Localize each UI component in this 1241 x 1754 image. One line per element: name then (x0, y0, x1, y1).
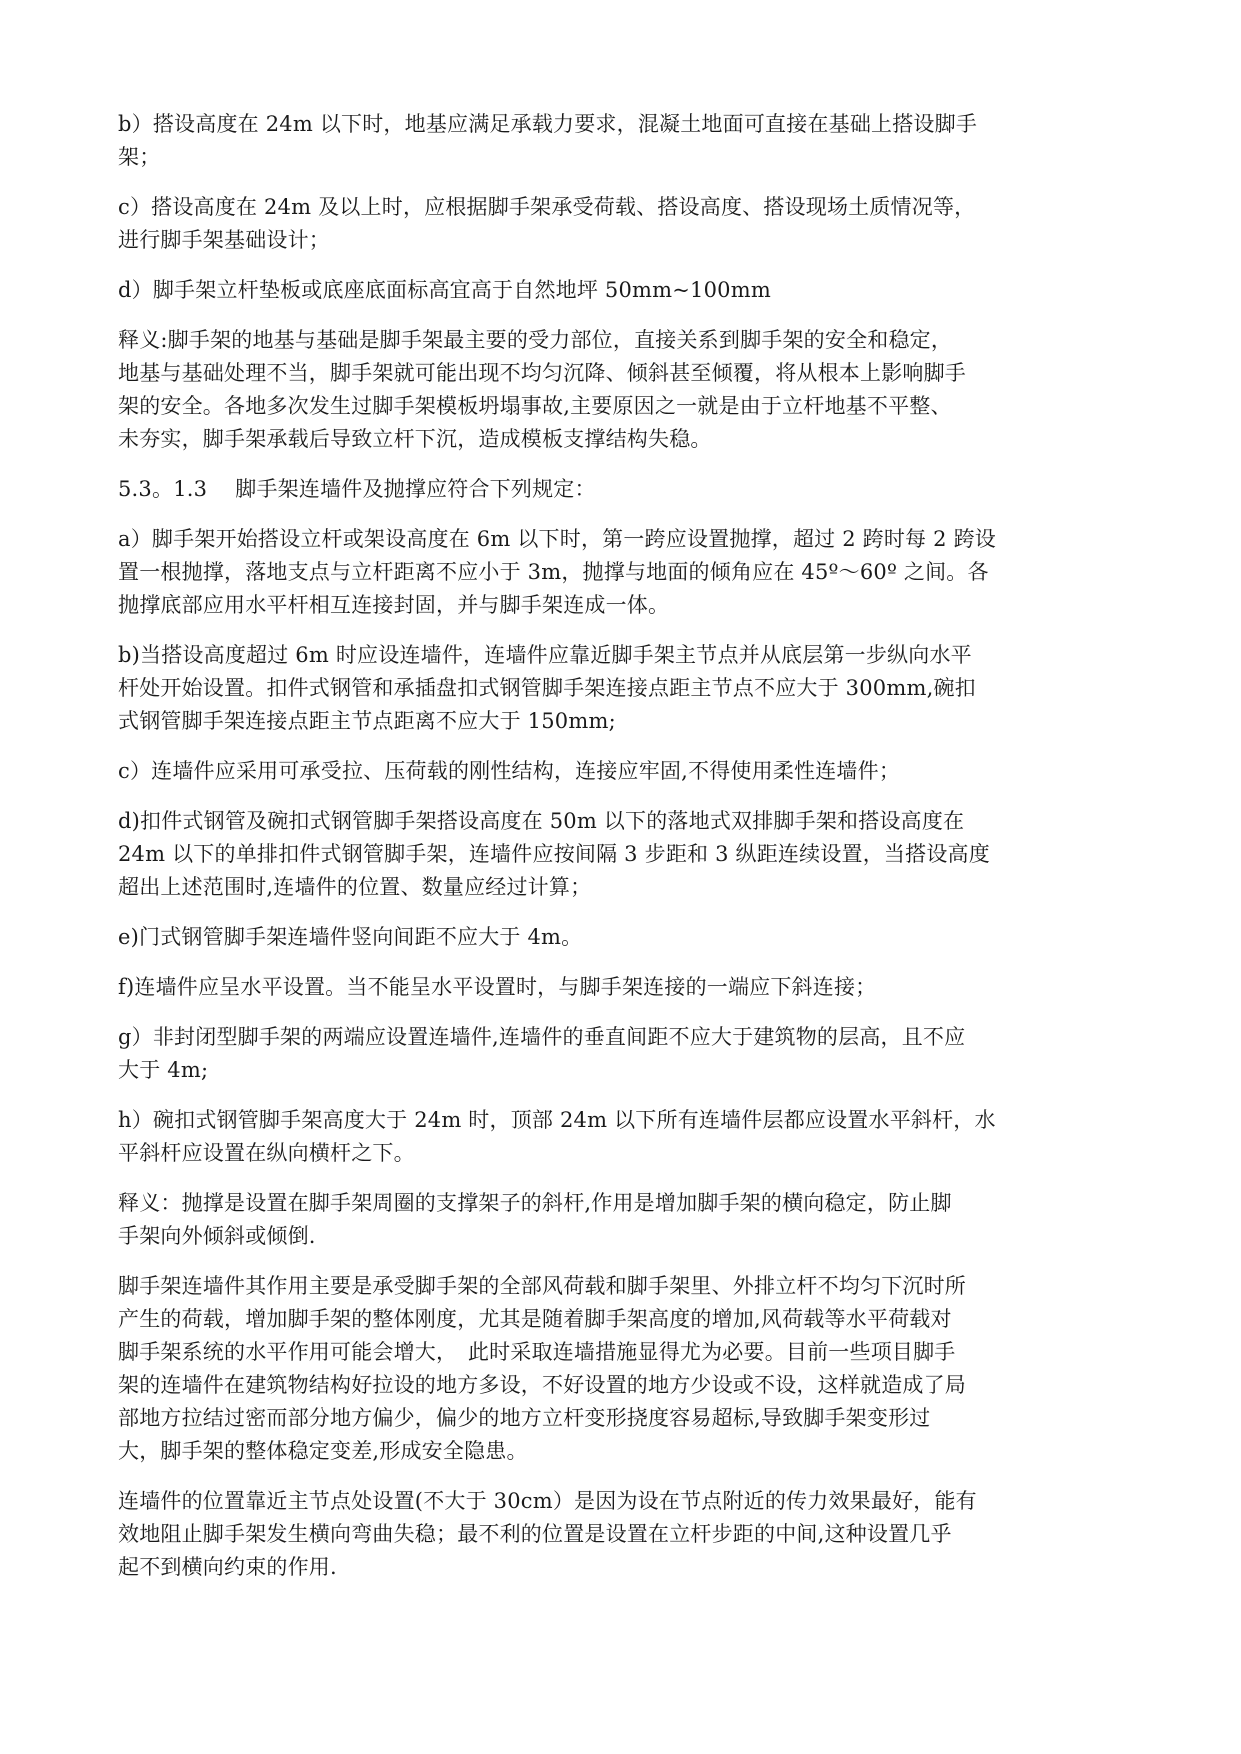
paragraph-note-2 (118, 1187, 1128, 1253)
paragraph-b (118, 108, 1128, 174)
paragraph-c2 (118, 755, 1128, 788)
text-line: 大，脚手架的整体稳定变差,形成安全隐患。 (118, 1439, 528, 1463)
text-line: a）脚手架开始搭设立杆或架设高度在 6m 以下时，第一跨应设置抛撑，超过 2 跨时每 2 跨设 (118, 527, 996, 551)
text-line: 地基与基础处理不当，脚手架就可能出现不均匀沉降、倾斜甚至倾覆，将从根本上影响脚手 (118, 361, 966, 385)
text-line: 脚手架系统的水平作用可能会增大， 此时采取连墙措施显得尤为必要。目前一些项目脚手 (118, 1340, 956, 1364)
text-line: 释义:脚手架的地基与基础是脚手架最主要的受力部位，直接关系到脚手架的安全和稳定， (118, 328, 953, 352)
text-line: b）搭设高度在 24m 以下时，地基应满足承载力要求，混凝土地面可直接在基础上搭设脚手 (118, 112, 978, 136)
paragraph-c (118, 191, 1128, 257)
text-line: c）搭设高度在 24m 及以上时，应根据脚手架承受荷载、搭设高度、搭设现场土质情况等， (118, 195, 976, 219)
paragraph-note-1 (118, 324, 1128, 456)
text-line: 未夯实，脚手架承载后导致立杆下沉，造成模板支撑结构失稳。 (118, 427, 712, 451)
text-line: 进行脚手架基础设计； (118, 228, 330, 252)
text-line: d）脚手架立杆垫板或底座底面标高宜高于自然地坪 50mm~100mm (118, 278, 771, 302)
paragraph-a2 (118, 523, 1128, 622)
text-line: 架的安全。各地多次发生过脚手架模板坍塌事故,主要原因之一就是由于立杆地基不平整、 (118, 394, 952, 418)
paragraph-section-5-3-1-3 (118, 473, 1128, 506)
text-line: 架； (118, 145, 161, 169)
paragraph-h2 (118, 1104, 1128, 1170)
text-line: c）连墙件应采用可承受拉、压荷载的刚性结构，连接应牢固,不得使用柔性连墙件； (118, 759, 901, 783)
text-line: e)门式钢管脚手架连墙件竖向间距不应大于 4m。 (118, 925, 583, 949)
text-line: 部地方拉结过密而部分地方偏少，偏少的地方立杆变形挠度容易超标,导致脚手架变形过 (118, 1406, 931, 1430)
text-line: 架的连墙件在建筑物结构好拉设的地方多设，不好设置的地方少设或不设，这样就造成了局 (118, 1373, 966, 1397)
paragraph-g2 (118, 1021, 1128, 1087)
text-line: 起不到横向约束的作用. (118, 1555, 337, 1579)
text-line: 置一根抛撑，落地支点与立杆距离不应小于 3m，抛撑与地面的倾角应在 45º～60º 之间。各 (118, 560, 989, 584)
text-line: f)连墙件应呈水平设置。当不能呈水平设置时，与脚手架连接的一端应下斜连接； (118, 975, 877, 999)
text-line: 大于 4m; (118, 1058, 209, 1082)
text-line: 平斜杆应设置在纵向横杆之下。 (118, 1141, 415, 1165)
text-line: 杆处开始设置。扣件式钢管和承插盘扣式钢管脚手架连接点距主节点不应大于 300mm,碗扣 (118, 676, 976, 700)
text-line: 手架向外倾斜或倾倒. (118, 1224, 316, 1248)
text-line: 式钢管脚手架连接点距主节点距离不应大于 150mm; (118, 709, 616, 733)
text-line: 效地阻止脚手架发生横向弯曲失稳；最不利的位置是设置在立杆步距的中间,这种设置几乎 (118, 1522, 952, 1546)
paragraph-d2 (118, 805, 1128, 904)
paragraph-d (118, 274, 1128, 307)
text-line: 抛撑底部应用水平杆相互连接封固，并与脚手架连成一体。 (118, 593, 670, 617)
text-line: 超出上述范围时,连墙件的位置、数量应经过计算； (118, 875, 592, 899)
text-line: 释义：抛撑是设置在脚手架周圈的支撑架子的斜杆,作用是增加脚手架的横向稳定，防止脚 (118, 1191, 952, 1215)
paragraph-f2 (118, 971, 1128, 1004)
text-line: h）碗扣式钢管脚手架高度大于 24m 时，顶部 24m 以下所有连墙件层都应设置水平斜杆，水 (118, 1108, 996, 1132)
paragraph-note-3 (118, 1270, 1128, 1468)
text-line: 产生的荷载，增加脚手架的整体刚度，尤其是随着脚手架高度的增加,风荷载等水平荷载对 (118, 1307, 952, 1331)
text-line: 脚手架连墙件其作用主要是承受脚手架的全部风荷载和脚手架里、外排立杆不均匀下沉时所 (118, 1274, 966, 1298)
paragraph-e2 (118, 921, 1128, 954)
document-page (118, 108, 1128, 1601)
document-body (118, 108, 1128, 1584)
text-line: 24m 以下的单排扣件式钢管脚手架，连墙件应按间隔 3 步距和 3 纵距连续设置，当搭设高度 (118, 842, 990, 866)
text-line: g）非封闭型脚手架的两端应设置连墙件,连墙件的垂直间距不应大于建筑物的层高，且不应 (118, 1025, 966, 1049)
text-line: b)当搭设高度超过 6m 时应设连墙件，连墙件应靠近脚手架主节点并从底层第一步纵向水平 (118, 643, 972, 667)
paragraph-note-4 (118, 1485, 1128, 1584)
text-line: 连墙件的位置靠近主节点处设置(不大于 30cm）是因为设在节点附近的传力效果最好，能有 (118, 1489, 977, 1513)
text-line: d)扣件式钢管及碗扣式钢管脚手架搭设高度在 50m 以下的落地式双排脚手架和搭设高度在 (118, 809, 965, 833)
paragraph-b2 (118, 639, 1128, 738)
text-line: 5.3。1.3 脚手架连墙件及抛撑应符合下列规定： (118, 477, 596, 501)
